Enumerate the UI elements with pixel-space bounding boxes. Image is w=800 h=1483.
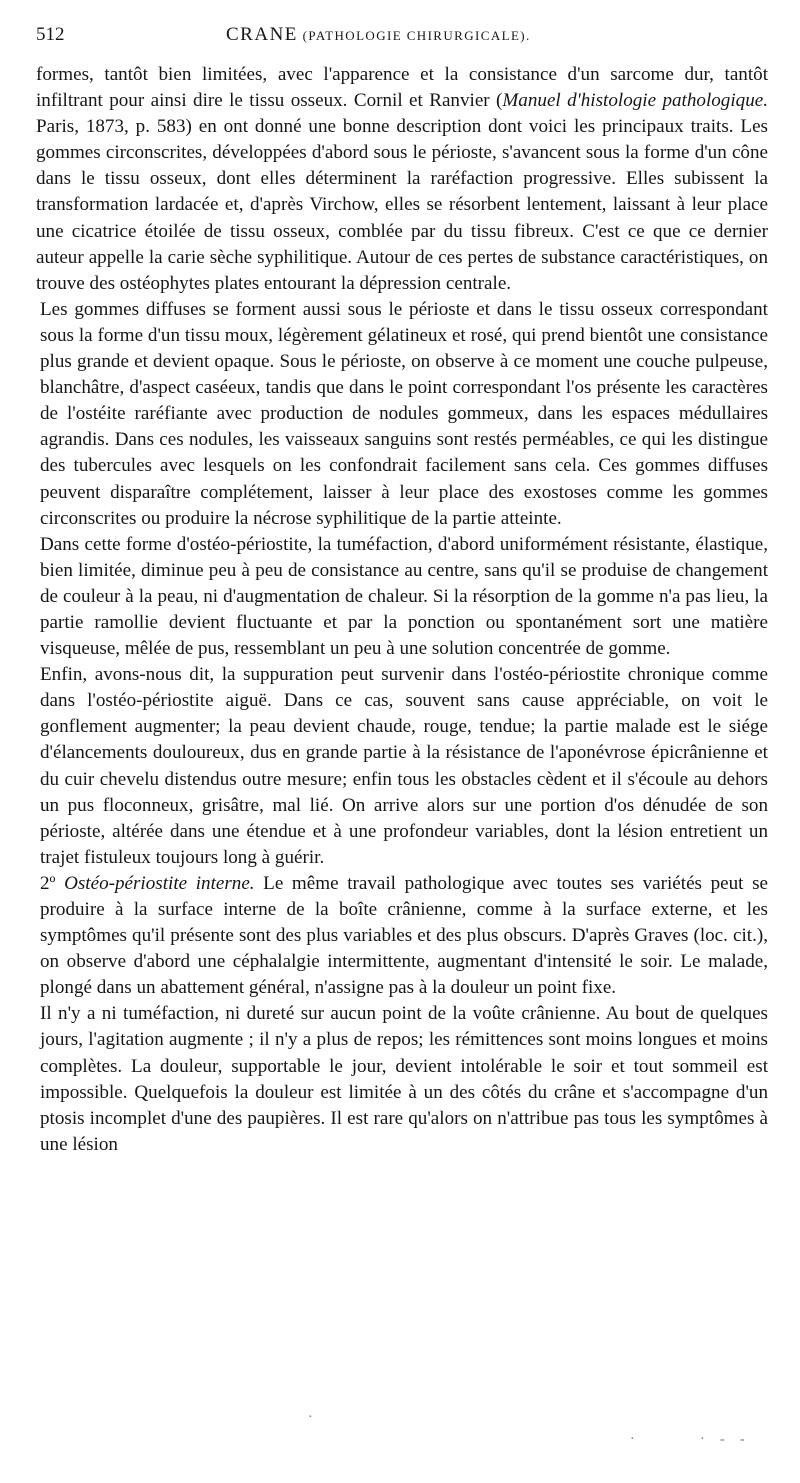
- paragraph-4: Enfin, avons-nous dit, la suppuration peut survenir dans l'ostéo-périostite chronique comme dans l'ostéo-périostite aiguë. Dans ce cas, souvent sans cause appréciable, on voit le gonflement augmenter; la peau devient chaude, rouge, tendue; la partie malade est le siége d'élancements douloureux, dus en grande partie à la résistance de l'aponévrose épicrânienne et du cuir chevelu distendus outre mesure; enfin tous les obstacles cèdent et il s'écoule au dehors un pus floconneux, grisâtre, mal lié. On arrive alors sur une portion d'os dénudée de son périoste, altérée dans une étendue et à une profondeur variables, dont la lésion entretient un trajet fistuleux toujours long à guérir.: [40, 664, 768, 868]
- page-number: 512: [36, 24, 65, 45]
- section-number: 2º: [40, 872, 65, 894]
- section-heading: Ostéo-périostite interne.: [64, 872, 255, 894]
- running-head-title: CRANE: [226, 24, 298, 45]
- paragraph-1: [36, 62, 768, 297]
- paragraph-5: [36, 871, 768, 1001]
- citation-title: Manuel d'histologie pathologique.: [502, 90, 768, 112]
- book-page: [36, 24, 768, 1158]
- running-head: [36, 24, 768, 62]
- paragraph-5-text: Le même travail pathologique avec toutes ses variétés peut se produire à la surface interne de la boîte crânienne, comme à la surface externe, et les symptômes qu'il présente sont des plus variables et des plus obscurs. D'après Graves (loc. cit.), on observe d'abord une céphalalgie intermittente, augmentant d'intensité le soir. Le malade, plongé dans un abattement général, n'assigne pas à la douleur un point fixe.: [40, 872, 768, 999]
- body-text: [36, 62, 768, 1158]
- scan-specks: · · · - -: [308, 1410, 745, 1447]
- paragraph-3: Dans cette forme d'ostéo-périostite, la tuméfaction, d'abord uniformément résistante, élastique, bien limitée, diminue peu à peu de consistance au centre, sans qu'il se produise de changement de couleur à la peau, ni d'augmentation de chaleur. Si la résorption de la gomme n'a pas lieu, la partie ramollie devient fluctuante et par la ponction ou spontanément sort une matière visqueuse, mêlée de pus, ressemblant un peu à une solution concentrée de gomme.: [40, 533, 768, 660]
- paragraph-1-text: formes, tantôt bien limitées, avec l'apparence et la consistance d'un sarcome dur, tantôt infiltrant pour ainsi dire le tissu osseux. Cornil et Ranvier (: [36, 64, 768, 112]
- running-head-subtitle: (PATHOLOGIE CHIRURGICALE).: [302, 28, 531, 43]
- paragraph-2: Les gommes diffuses se forment aussi sous le périoste et dans le tissu osseux correspondant sous la forme d'un tissu moux, légèrement gélatineux et rosé, qui prend bientôt une consistance plus grande et devient opaque. Sous le périoste, on observe à ce moment une couche pulpeuse, blanchâtre, d'aspect caséeux, tandis que dans le point correspondant l'os présente les caractères de l'ostéite raréfiante avec production de nodules gommeux, dans les espaces médullaires agrandis. Dans ces nodules, les vaisseaux sanguins sont restés perméables, ce qui les distingue des tubercules avec lesquels on les confondrait facilement sans cela. Ces gommes diffuses peuvent disparaître complétement, laisser à leur place des exostoses comme les gommes circonscrites ou produire la nécrose syphilitique de la partie atteinte.: [40, 298, 768, 529]
- paragraph-1-rest: Paris, 1873, p. 583) en ont donné une bonne description dont voici les principaux traits. Les gommes circonscrites, développées d'abord sous le périoste, s'avancent sous la forme d'un cône dans le tissu osseux, dont elles déterminent la raréfaction progressive. Elles subissent la transformation lardacée et, d'après Virchow, elles se résorbent lentement, laissant à leur place une cicatrice étoilée de tissu osseux, comblée par du tissu fibreux. C'est ce que ce dernier auteur appelle la carie sèche syphilitique. Autour de ces pertes de substance caractéristiques, on trouve des ostéophytes plates entourant la dépression centrale.: [36, 116, 768, 294]
- paragraph-6: Il n'y a ni tuméfaction, ni dureté sur aucun point de la voûte crânienne. Au bout de quelques jours, l'agitation augmente ; il n'y a plus de repos; les rémittences sont moins longues et moins complètes. La douleur, supportable le jour, devient intolérable le soir et tout sommeil est impossible. Quelquefois la douleur est limitée à un des côtés du crâne et s'accompagne d'un ptosis incomplet d'une des paupières. Il est rare qu'alors on n'attribue pas tous les symptômes à une lésion: [40, 1003, 768, 1155]
